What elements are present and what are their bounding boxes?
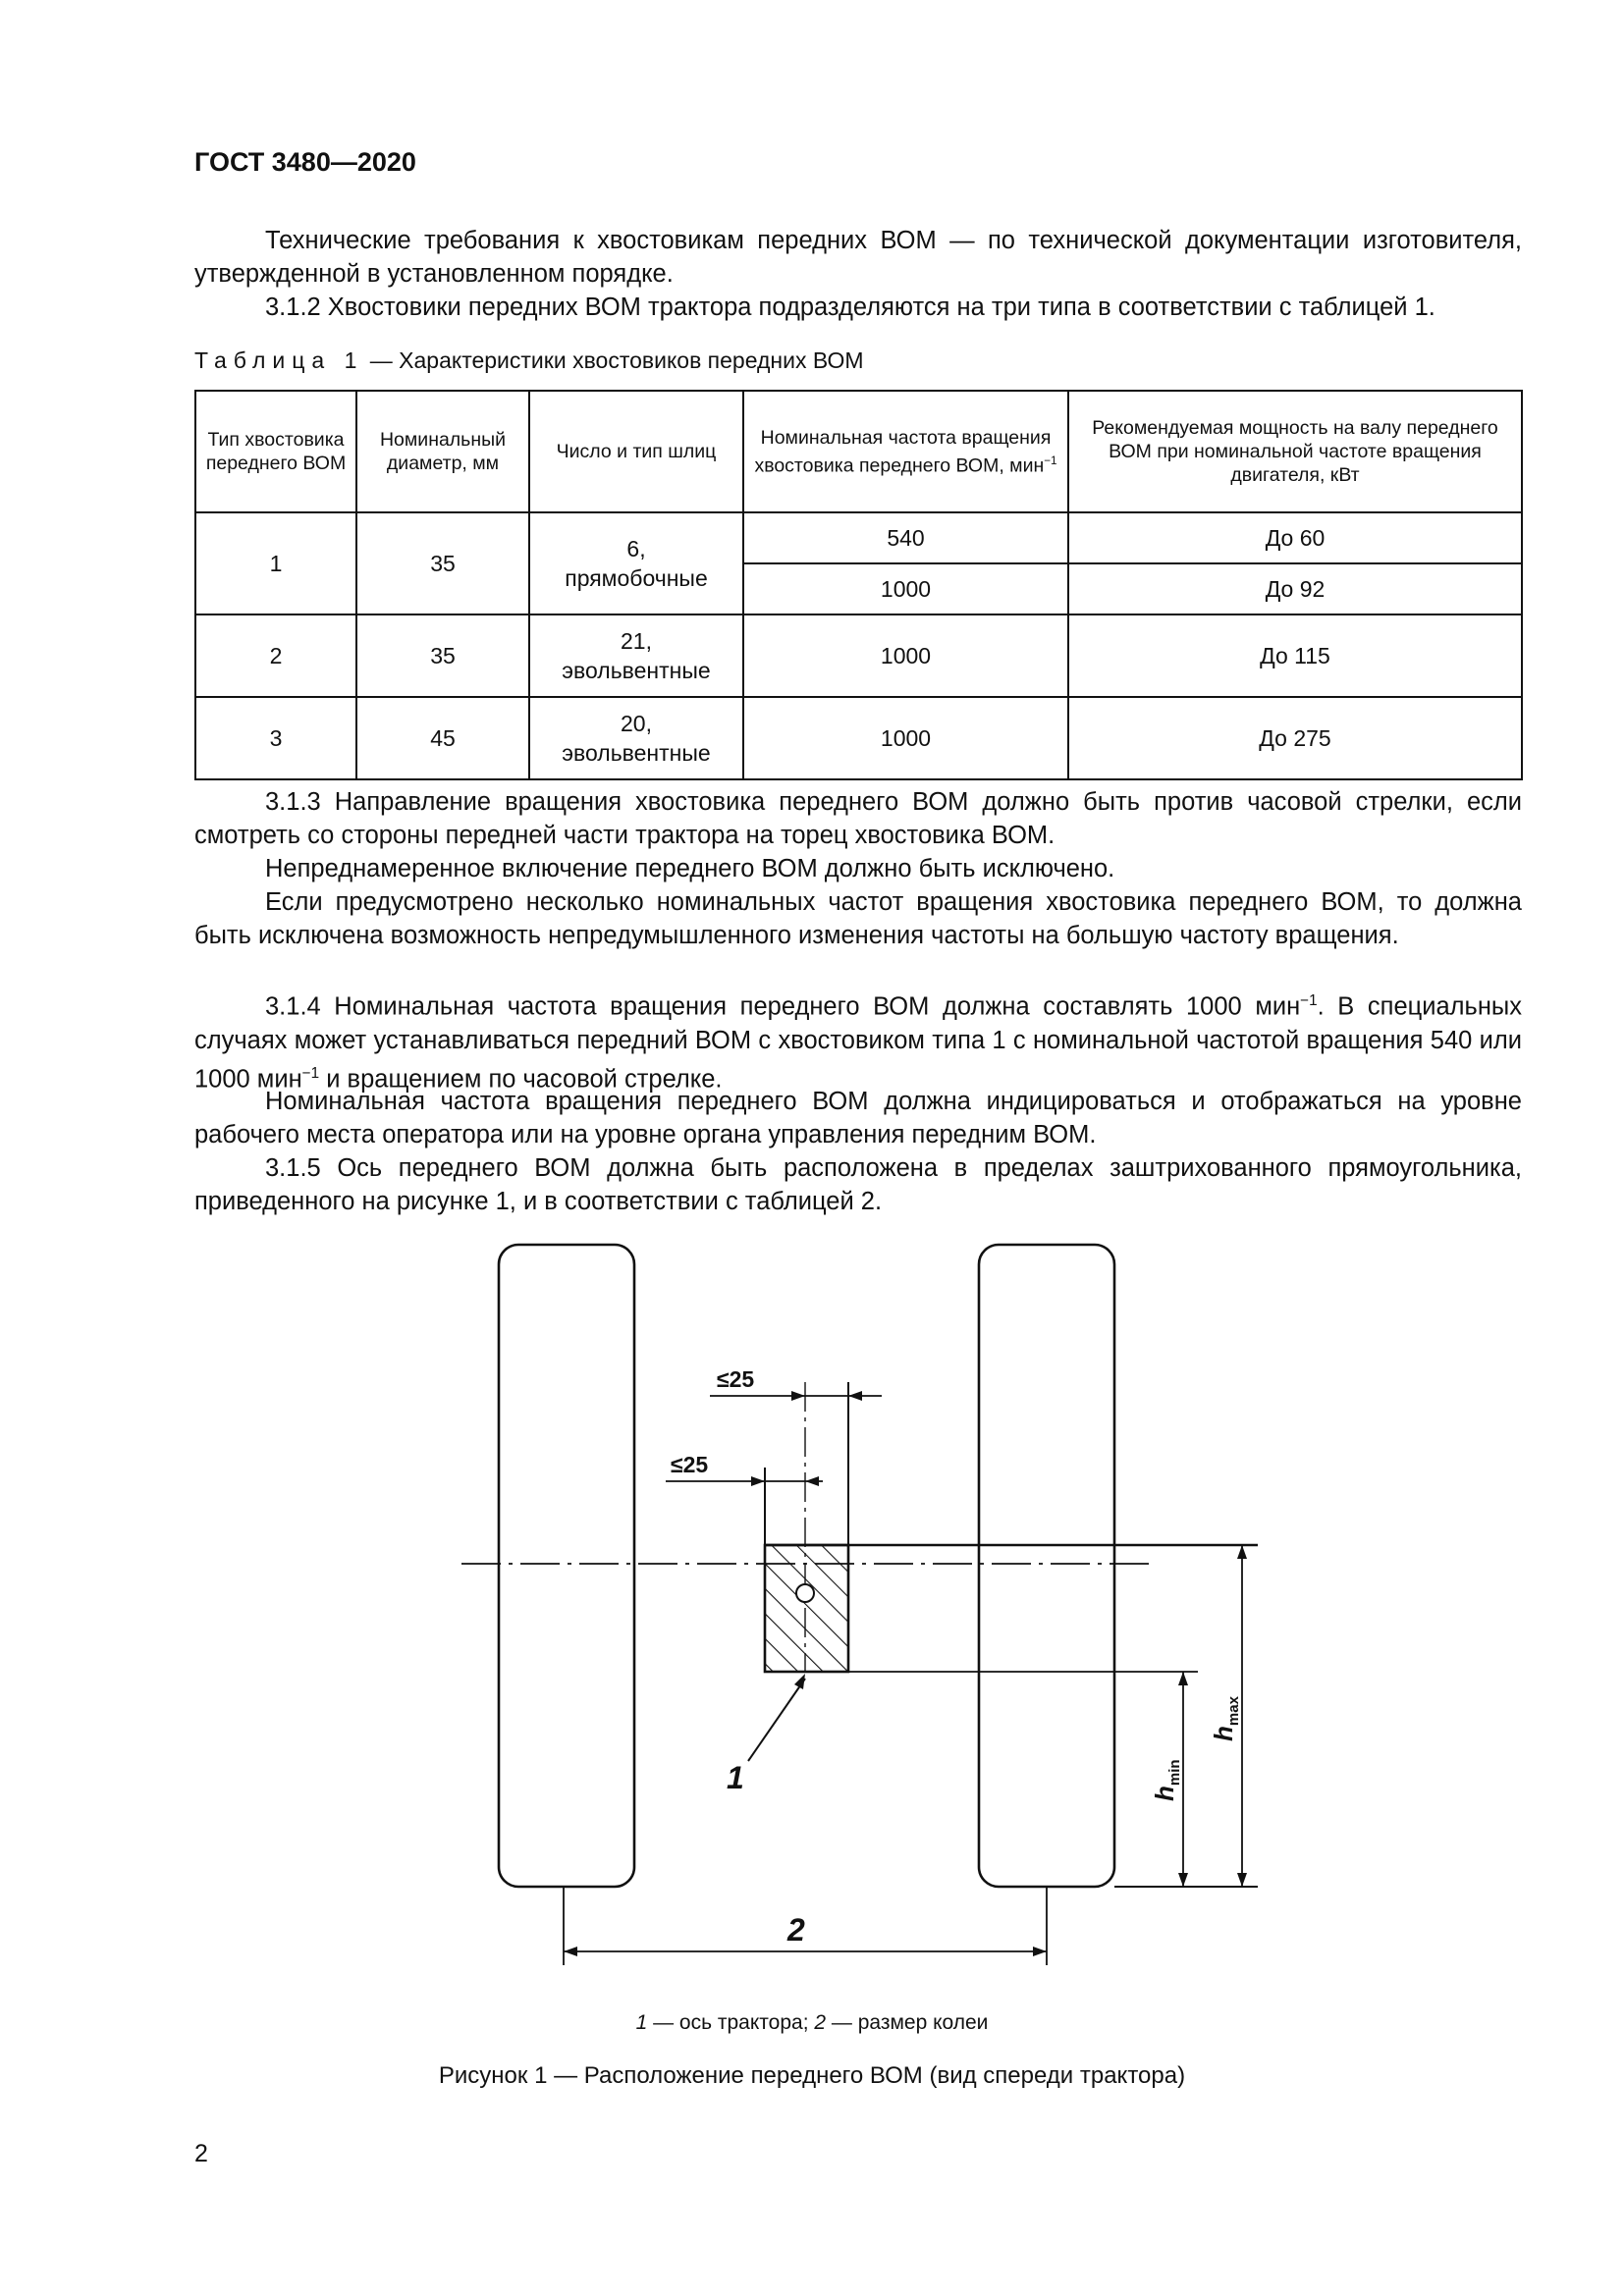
- cell-splines-count: 6,: [626, 536, 646, 561]
- cell-splines-type: эвольвентные: [562, 740, 711, 766]
- svg-text:hmax: [1209, 1695, 1242, 1741]
- paragraph-unintended: Непреднамеренное включение переднего ВОМ должно быть исключено.: [265, 855, 1115, 882]
- figure-label-2: 2: [787, 1912, 805, 1948]
- intro-paragraph: Технические требования к хвостовикам передних ВОМ — по технической документации изготовителя, утвержденной в установленном порядке.: [194, 227, 1522, 288]
- pto-zone-rectangle: [765, 1545, 848, 1672]
- clause-3-1-4-part-a: 3.1.4 Номинальная частота вращения переднего ВОМ должна составлять 1000 мин: [265, 992, 1301, 1021]
- clause-3-1-2: 3.1.2 Хвостовики передних ВОМ трактора подразделяются на три типа в соответствии с таблицей 1.: [265, 294, 1435, 321]
- header-type: Тип хвостовика переднего ВОМ: [195, 391, 356, 512]
- arrowhead: [1033, 1947, 1047, 1956]
- arrowhead: [791, 1391, 805, 1401]
- clause-3-1-3: 3.1.3 Направление вращения хвостовика переднего ВОМ должно быть против часовой стрелки, если смотреть со стороны передней части трактора на торец хвостовика ВОМ.: [194, 788, 1522, 849]
- dimension-label-top: ≤25: [717, 1366, 755, 1392]
- right-wheel: [979, 1245, 1114, 1887]
- clause-3-1-4-part-b: . В специальных случаях может устанавливаться передний ВОМ с хвостовиком типа 1 с номинальной частотой вращения 540 или 1000 мин: [194, 992, 1522, 1093]
- page-number: 2: [194, 2140, 208, 2167]
- arrowhead: [1237, 1873, 1247, 1887]
- clause-3-1-4-exp-1: −1: [1300, 992, 1318, 1009]
- h-min-label: [1150, 1759, 1183, 1801]
- arrowhead: [794, 1674, 805, 1689]
- clause-3-1-4-part-c: и вращением по часовой стрелке.: [319, 1065, 723, 1093]
- clause-3-1-4-exp-2: −1: [301, 1064, 320, 1082]
- paragraph-several-speeds: Если предусмотрено несколько номинальных частот вращения хвостовика переднего ВОМ, то должна быть исключена возможность непредумышленного изменения частоты на большую частоту вращения.: [194, 888, 1522, 949]
- header-speed-exp: −1: [1044, 454, 1057, 467]
- arrowhead: [805, 1476, 819, 1486]
- figure-label-1: 1: [727, 1760, 744, 1795]
- table-caption-text: — Характеристики хвостовиков передних ВОМ: [363, 347, 864, 373]
- h-min-letter: h: [1150, 1786, 1179, 1801]
- cell-speed: 1000: [743, 563, 1068, 614]
- table-caption-label: Таблица 1: [194, 347, 364, 373]
- document-header: ГОСТ 3480—2020: [194, 147, 416, 177]
- clause-3-1-5: 3.1.5 Ось переднего ВОМ должна быть расположена в пределах заштрихованного прямоугольника, приведенного на рисунке 1, и в соответствии с таблицей 2.: [194, 1154, 1522, 1215]
- figure-legend: [0, 2011, 1624, 2035]
- arrowhead: [564, 1947, 577, 1956]
- h-max-label: [1209, 1695, 1242, 1741]
- legend-num-1: 1: [635, 2011, 648, 2034]
- left-wheel: [499, 1245, 634, 1887]
- cell-diameter: 45: [356, 697, 529, 779]
- cell-type: 2: [195, 614, 356, 697]
- legend-num-2: 2: [814, 2011, 827, 2034]
- cell-speed: 1000: [743, 697, 1068, 779]
- figure-caption: Рисунок 1 — Расположение переднего ВОМ (вид спереди трактора): [438, 2062, 1186, 2089]
- cell-power: До 92: [1068, 563, 1522, 614]
- h-min-subscript: min: [1166, 1759, 1183, 1787]
- arrowhead: [848, 1391, 862, 1401]
- h-max-subscript: max: [1225, 1696, 1242, 1727]
- cell-speed: 540: [743, 512, 1068, 563]
- h-max-letter: h: [1209, 1726, 1238, 1741]
- cell-diameter: 35: [356, 512, 529, 614]
- cell-diameter: 35: [356, 614, 529, 697]
- legend-text-2: — размер колеи: [826, 2011, 989, 2034]
- header-diameter: Номинальный диаметр, мм: [356, 391, 529, 512]
- header-power: Рекомендуемая мощность на валу переднего ВОМ при номинальной частоте вращения двигателя, кВт: [1068, 391, 1522, 512]
- cell-type: 1: [195, 512, 356, 614]
- header-speed-text: Номинальная частота вращения хвостовика переднего ВОМ, мин: [754, 426, 1052, 477]
- cell-speed: 1000: [743, 614, 1068, 697]
- cell-power: До 275: [1068, 697, 1522, 779]
- header-splines: Число и тип шлиц: [529, 391, 743, 512]
- arrowhead: [1178, 1873, 1188, 1887]
- cell-splines-type: эвольвентные: [562, 658, 711, 683]
- cell-power: До 60: [1068, 512, 1522, 563]
- arrowhead: [1237, 1545, 1247, 1559]
- arrowhead: [751, 1476, 765, 1486]
- cell-splines-type: прямобочные: [565, 565, 708, 591]
- paragraph-indication: Номинальная частота вращения переднего ВОМ должна индицироваться и отображаться на уровне рабочего места оператора или на уровне органа управления передним ВОМ.: [194, 1088, 1522, 1148]
- pto-center-mark: [796, 1584, 814, 1602]
- cell-splines-count: 20,: [621, 711, 652, 736]
- leader-line-1: [748, 1679, 805, 1761]
- svg-text:hmin: [1150, 1759, 1183, 1801]
- cell-splines-count: 21,: [621, 628, 652, 654]
- cell-type: 3: [195, 697, 356, 779]
- dimension-label-bottom: ≤25: [671, 1452, 709, 1477]
- cell-power: До 115: [1068, 614, 1522, 697]
- legend-text-1: — ось трактора;: [647, 2011, 815, 2034]
- arrowhead: [1178, 1672, 1188, 1685]
